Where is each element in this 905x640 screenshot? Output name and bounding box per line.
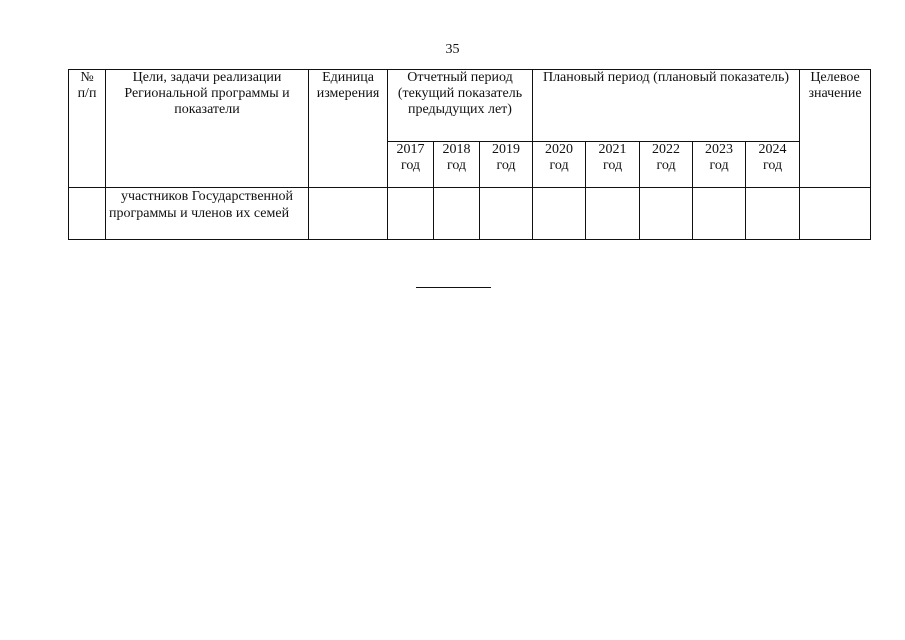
header-reporting-label: Отчетный период (текущий показатель предыдущих лет)	[397, 70, 523, 117]
year-label: 2023	[705, 142, 734, 157]
row-value-cell	[388, 188, 434, 240]
year-word: год	[656, 158, 676, 173]
header-target	[800, 70, 871, 188]
header-reporting-period	[388, 70, 533, 142]
header-unit	[309, 70, 388, 188]
year-header-cell	[533, 142, 586, 188]
year-word: год	[446, 158, 467, 173]
header-target-label: Целевое значение	[808, 70, 862, 101]
row-value-cell	[640, 188, 693, 240]
year-label: 2020	[545, 142, 574, 157]
year-header-cell	[746, 142, 800, 188]
year-word: год	[762, 158, 783, 173]
year-header-cell	[480, 142, 533, 188]
year-word: год	[400, 158, 421, 173]
footer-divider	[416, 287, 491, 288]
header-planned-label: Плановый период (плановый показатель)	[542, 70, 790, 85]
row-value-cell	[746, 188, 800, 240]
row-value-cell	[693, 188, 746, 240]
row-target-cell	[800, 188, 871, 240]
row-value-cell	[434, 188, 480, 240]
year-header-cell	[388, 142, 434, 188]
year-label: 2018	[442, 142, 471, 157]
year-label: 2022	[652, 142, 681, 157]
page-number: 35	[445, 42, 460, 57]
table-row	[69, 188, 871, 240]
header-row-main	[69, 70, 871, 142]
year-label: 2019	[492, 142, 520, 157]
row-value-cell	[480, 188, 533, 240]
year-label: 2017	[396, 142, 425, 157]
year-header-cell	[640, 142, 693, 188]
indicators-table	[68, 69, 871, 240]
header-goals-label: Цели, задачи реализации Региональной программы и показатели	[124, 70, 290, 117]
header-unit-label: Единица измерения	[316, 70, 380, 101]
year-label: 2021	[598, 142, 627, 157]
year-header-cell	[434, 142, 480, 188]
year-word: год	[602, 158, 623, 173]
row-value-cell	[586, 188, 640, 240]
header-num-label: № п/п	[77, 70, 97, 101]
row-num-cell	[69, 188, 106, 240]
year-word: год	[549, 158, 569, 173]
year-word: год	[709, 158, 729, 173]
year-header-cell	[693, 142, 746, 188]
row-unit-cell	[309, 188, 388, 240]
header-num	[69, 70, 106, 188]
header-planned-period	[533, 70, 800, 142]
year-label: 2024	[758, 142, 787, 157]
year-header-cell	[586, 142, 640, 188]
row-indicator-cell: участников Государственной программы и членов их семей	[106, 188, 309, 240]
year-word: год	[496, 158, 516, 173]
header-goals	[106, 70, 309, 188]
row-value-cell	[533, 188, 586, 240]
